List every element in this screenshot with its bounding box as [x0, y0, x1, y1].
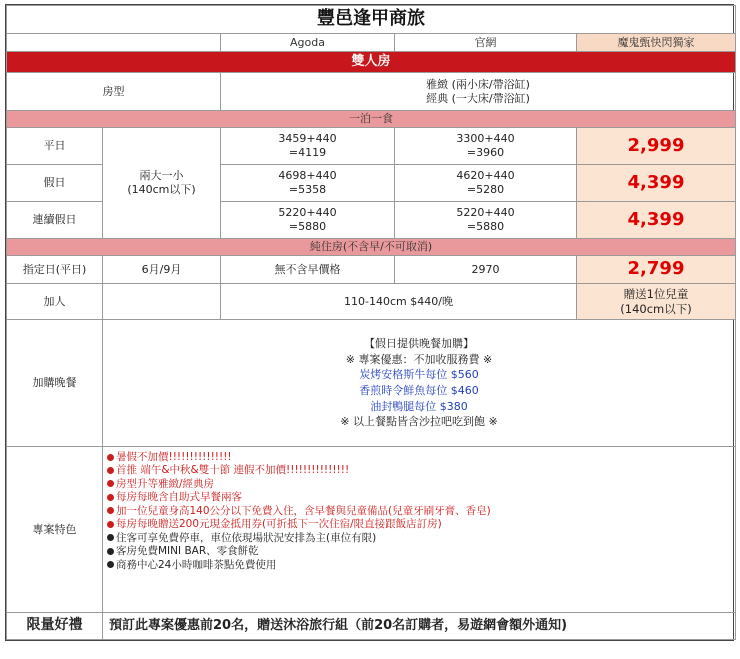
feature-item-text: 每房每晚含自助式早餐兩客: [116, 491, 242, 504]
bullet-icon: [107, 454, 114, 461]
room-type-label: 房型: [7, 73, 221, 111]
bullet-icon: [107, 534, 114, 541]
exclusive-price-holiday: 4,399: [577, 165, 736, 202]
one-night-band: 一泊一食: [7, 111, 736, 128]
bullet-icon: [107, 480, 114, 487]
agoda-weekday: 3459+440 =4119: [221, 128, 395, 165]
bullet-icon: [107, 521, 114, 528]
feature-item-text: 住客可享免費停車，車位依現場狀況安排為主(車位有限): [116, 531, 377, 544]
feature-item: [107, 518, 735, 531]
bullet-icon: [107, 467, 114, 474]
room-only-official: 2970: [395, 256, 577, 284]
agoda-holiday: 4698+440 =5358: [221, 165, 395, 202]
extra-person-exclusive: 贈送1位兒童 (140cm以下): [577, 284, 736, 320]
dinner-menu: [103, 320, 736, 447]
bullet-icon: [107, 507, 114, 514]
exclusive-price-weekday: 2,999: [577, 128, 736, 165]
room-type-line1: 雅緻 (兩小床/帶浴缸): [426, 77, 530, 91]
room-only-agoda: 無不含早價格: [221, 256, 395, 284]
feature-item: [107, 491, 735, 504]
agoda-long-holiday: 5220+440 =5880: [221, 202, 395, 239]
room-only-band: 純住房(不含早/不可取消): [7, 239, 736, 256]
dinner-note-salad: ※ 以上餐點皆含沙拉吧吃到飽 ※: [340, 415, 498, 429]
room-only-exclusive-price: 2,799: [577, 256, 736, 284]
features-list: [103, 447, 736, 613]
bullet-icon: [107, 561, 114, 568]
dinner-note-service: ※ 專案優惠：不加收服務費 ※: [345, 352, 493, 366]
occupancy-cell: 兩大一小 (140cm以下): [103, 128, 221, 239]
header-agoda: Agoda: [221, 34, 395, 52]
limited-gift-label: 限量好禮: [7, 613, 103, 640]
row-label-long-holiday: 連續假日: [7, 202, 103, 239]
feature-item: [107, 545, 735, 558]
feature-item-text: 客房免費MINI BAR、零食餅乾: [116, 545, 259, 558]
header-official: 官網: [395, 34, 577, 52]
price-table: [6, 5, 736, 640]
official-long-holiday: 5220+440 =5880: [395, 202, 577, 239]
dinner-item-beef: 炭烤安格斯牛每位 $560: [359, 368, 479, 382]
dinner-item-duck: 油封鴨腿每位 $380: [370, 399, 468, 413]
extra-person-value: 110-140cm $440/晚: [221, 284, 577, 320]
feature-item: [107, 505, 735, 518]
features-label: 專案特色: [7, 447, 103, 613]
bullet-icon: [107, 494, 114, 501]
dinner-label: 加購晚餐: [7, 320, 103, 447]
official-holiday: 4620+440 =5280: [395, 165, 577, 202]
room-type-line2: 經典 (一大床/帶浴缸): [426, 91, 530, 105]
row-label-weekday: 平日: [7, 128, 103, 165]
exclusive-price-long-holiday: 4,399: [577, 202, 736, 239]
feature-item: [107, 559, 735, 572]
feature-item: [107, 478, 735, 491]
feature-item: [107, 464, 735, 477]
room-only-label: 指定日(平日): [7, 256, 103, 284]
limited-gift-text: 預訂此專案優惠前20名，贈送沐浴旅行組（前20名訂購者，易遊網會額外通知): [103, 613, 736, 640]
feature-item-text: 房型升等雅緻/經典房: [116, 477, 215, 490]
feature-item-text: 加一位兒童身高140公分以下免費入住，含早餐與兒童備品(兒童牙刷牙膏、香皂): [116, 504, 491, 517]
room-type-values: [221, 73, 736, 111]
extra-person-blank: [103, 284, 221, 320]
room-only-months: 6月/9月: [103, 256, 221, 284]
feature-item: [107, 451, 735, 464]
price-table-sheet: [5, 4, 734, 641]
official-weekday: 3300+440 =3960: [395, 128, 577, 165]
header-exclusive: 魔鬼甄快閃獨家: [577, 34, 736, 52]
feature-item-text: 首推 端午&中秋&雙十節 連假不加價!!!!!!!!!!!!!!!: [116, 464, 350, 477]
room-band: 雙人房: [7, 52, 736, 73]
feature-item-text: 商務中心24小時咖啡茶點免費使用: [116, 558, 277, 571]
bullet-icon: [107, 548, 114, 555]
dinner-item-fish: 香煎時令鮮魚每位 $460: [359, 384, 479, 397]
feature-item: [107, 532, 735, 545]
extra-person-label: 加人: [7, 284, 103, 320]
dinner-heading: 【假日提供晚餐加購】: [364, 337, 474, 351]
feature-item-text: 每房每晚贈送200元現金抵用券(可折抵下一次住宿/限直接跟飯店訂房): [116, 518, 442, 531]
row-label-holiday: 假日: [7, 165, 103, 202]
feature-item-text: 暑假不加價!!!!!!!!!!!!!!!: [116, 451, 232, 463]
header-blank: [7, 34, 221, 52]
page-title: 豐邑逢甲商旅: [7, 6, 736, 34]
